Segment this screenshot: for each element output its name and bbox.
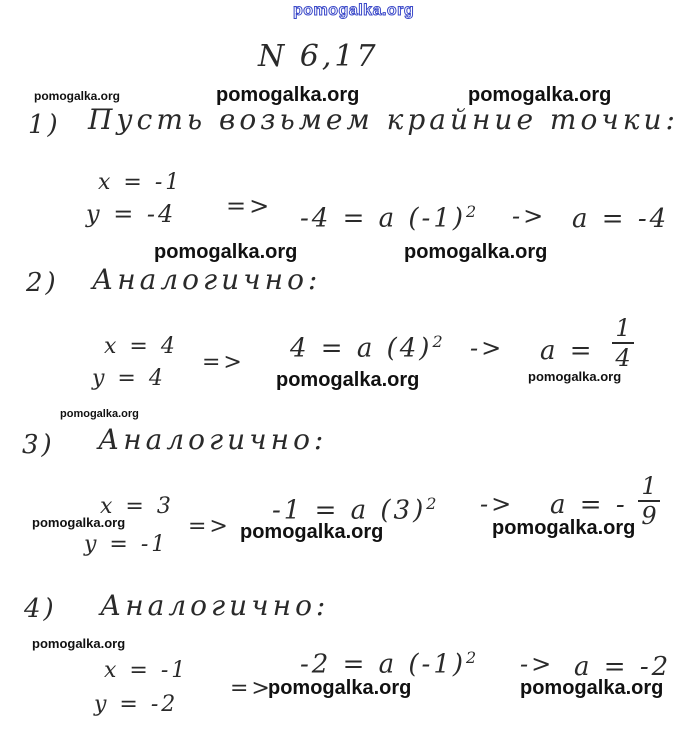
- item4-result: a = -2: [574, 652, 672, 682]
- item1-equation: -4 = a $(-1)^2$: [300, 202, 480, 234]
- item2-result-fraction: [612, 316, 634, 370]
- item3-label: 3): [22, 430, 55, 460]
- item4-result-arrow: ->: [520, 650, 555, 678]
- item3-arrow: =>: [188, 514, 231, 539]
- item2-arrow: =>: [202, 350, 245, 375]
- item3-equation: -1 = a $(3)^2$: [272, 494, 440, 526]
- watermark: pomogalka.org: [216, 84, 360, 106]
- item3-result-denominator: 9: [641, 502, 657, 530]
- watermark: pomogalka.org: [268, 677, 412, 699]
- item4-arrow: =>: [230, 676, 273, 701]
- item2-equation: 4 = a $(4)^2$: [290, 332, 446, 364]
- item4-label: 4): [24, 594, 57, 624]
- item2-result-denominator: 4: [615, 344, 631, 372]
- watermark: pomogalka.org: [32, 515, 126, 530]
- watermark: pomogalka.org: [528, 369, 622, 384]
- item2-y: y = 4: [92, 366, 166, 391]
- watermark: pomogalka.org: [276, 369, 420, 391]
- item2-x: x = 4: [104, 334, 178, 359]
- watermark: pomogalka.org: [60, 408, 139, 420]
- watermark: pomogalka.org: [34, 89, 121, 103]
- item3-result-lhs: a = -: [550, 490, 628, 520]
- watermark: pomogalka.org: [404, 241, 548, 263]
- item2-result-arrow: ->: [470, 334, 505, 362]
- item1-label: 1): [28, 110, 61, 140]
- item4-text: Аналогично:: [100, 589, 330, 622]
- item3-y: y = -1: [84, 532, 169, 557]
- watermark: pomogalka.org: [240, 521, 384, 543]
- item1-arrow: =>: [226, 192, 273, 220]
- item3-text: Аналогично:: [98, 423, 328, 456]
- item3-result-numerator: 1: [641, 472, 657, 500]
- item2-result-numerator: 1: [615, 314, 631, 342]
- item1-result-arrow: ->: [512, 202, 547, 230]
- item3-x: x = 3: [100, 494, 174, 519]
- watermark: pomogalka.org: [492, 517, 636, 539]
- item4-equation: -2 = a $(-1)^2$: [300, 648, 480, 680]
- watermark: pomogalka.org: [468, 84, 612, 106]
- watermark: pomogalka.org: [520, 677, 664, 699]
- item2-text: Аналогично:: [92, 263, 322, 296]
- item1-text: Пусть возьмем крайние точки:: [88, 103, 679, 136]
- problem-number: N 6,17: [258, 39, 379, 74]
- watermark-top: pomogalka.org: [293, 2, 415, 19]
- item3-result-fraction: [638, 474, 660, 528]
- item1-result: a = -4: [572, 204, 670, 234]
- watermark: pomogalka.org: [32, 636, 126, 651]
- item2-label: 2): [26, 268, 59, 298]
- item2-result-lhs: a =: [540, 336, 595, 366]
- item4-y: y = -2: [94, 692, 179, 717]
- watermark: pomogalka.org: [154, 241, 298, 263]
- item1-y: y = -4: [86, 200, 177, 228]
- item4-x: x = -1: [104, 658, 189, 683]
- item1-x: x = -1: [98, 170, 183, 195]
- item3-result-arrow: ->: [480, 490, 515, 518]
